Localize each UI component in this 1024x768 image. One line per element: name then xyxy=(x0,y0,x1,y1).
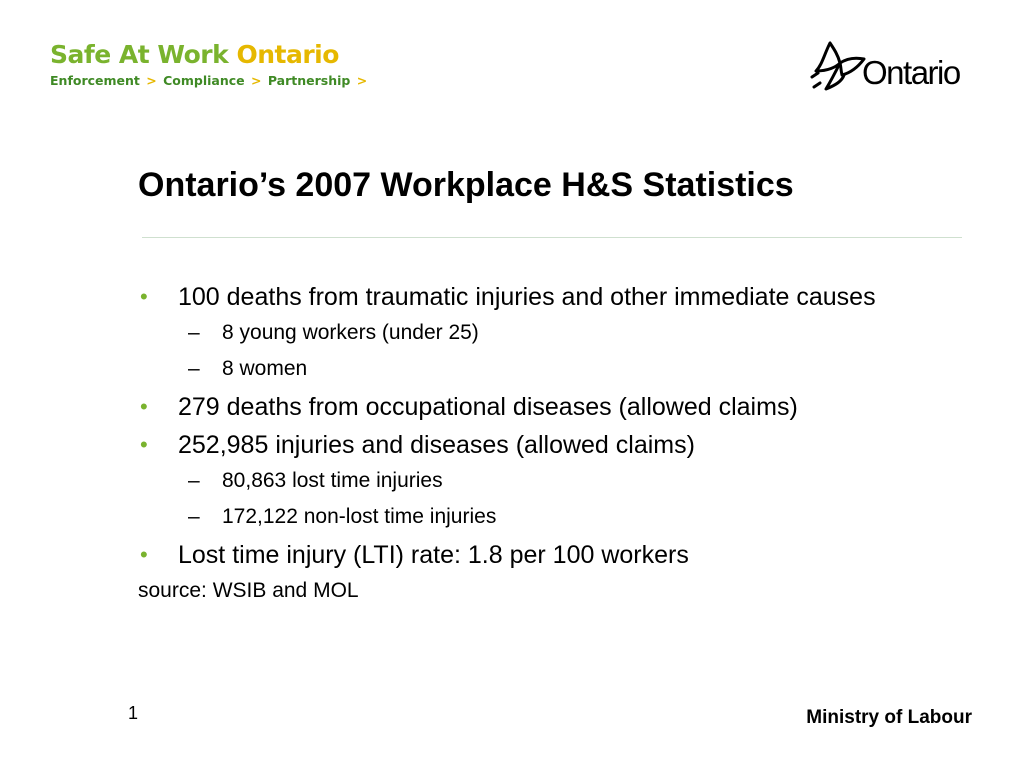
tagline-item: Compliance xyxy=(163,73,245,88)
logo-part-safe-at-work: Safe At Work xyxy=(50,40,229,69)
bullet-icon: • xyxy=(140,284,148,309)
tagline-item: Enforcement xyxy=(50,73,140,88)
sub-bullet-text: 172,122 non-lost time injuries xyxy=(222,505,497,528)
sub-bullet-text: 8 women xyxy=(222,357,308,380)
dash-icon: – xyxy=(188,505,200,528)
sub-bullet-text: 8 young workers (under 25) xyxy=(222,321,479,344)
bullet-item xyxy=(138,390,898,424)
bullet-item xyxy=(138,428,898,462)
logo-part-ontario: Ontario xyxy=(236,40,339,69)
slide-content xyxy=(138,280,898,606)
slide-title: Ontario’s 2007 Workplace H&S Statistics xyxy=(138,166,794,204)
bullet-item xyxy=(138,280,898,314)
ontario-wordmark: Ontario xyxy=(862,54,960,91)
sub-bullet-item xyxy=(138,466,898,496)
sub-bullet-text: 80,863 lost time injuries xyxy=(222,469,443,492)
chevron-right-icon: > xyxy=(146,73,157,88)
sub-bullet-item xyxy=(138,318,898,348)
ministry-footer: Ministry of Labour xyxy=(806,707,972,728)
dash-icon: – xyxy=(188,357,200,380)
chevron-right-icon: > xyxy=(251,73,262,88)
trillium-icon xyxy=(810,35,870,95)
bullet-text: Lost time injury (LTI) rate: 1.8 per 100 workers xyxy=(178,541,689,569)
dash-icon: – xyxy=(188,321,200,344)
tagline-item: Partnership xyxy=(267,73,351,88)
bullet-icon: • xyxy=(140,394,148,419)
dash-icon: – xyxy=(188,469,200,492)
bullet-text: 279 deaths from occupational diseases (allowed claims) xyxy=(178,393,798,421)
logo-tagline xyxy=(50,72,369,90)
sub-bullet-item xyxy=(138,354,898,384)
source-note: source: WSIB and MOL xyxy=(138,579,359,602)
bullet-item xyxy=(138,538,898,572)
title-divider xyxy=(142,237,962,238)
sub-bullet-item xyxy=(138,502,898,532)
logo-wordmark xyxy=(50,40,369,70)
page-number: 1 xyxy=(128,703,139,723)
bullet-icon: • xyxy=(140,542,148,567)
chevron-right-icon: > xyxy=(356,73,368,88)
safe-at-work-ontario-logo xyxy=(50,40,369,90)
bullet-icon: • xyxy=(140,432,148,457)
ontario-government-logo xyxy=(810,35,980,95)
bullet-text: 252,985 injuries and diseases (allowed claims) xyxy=(178,431,695,459)
bullet-text: 100 deaths from traumatic injuries and other immediate causes xyxy=(178,283,876,311)
